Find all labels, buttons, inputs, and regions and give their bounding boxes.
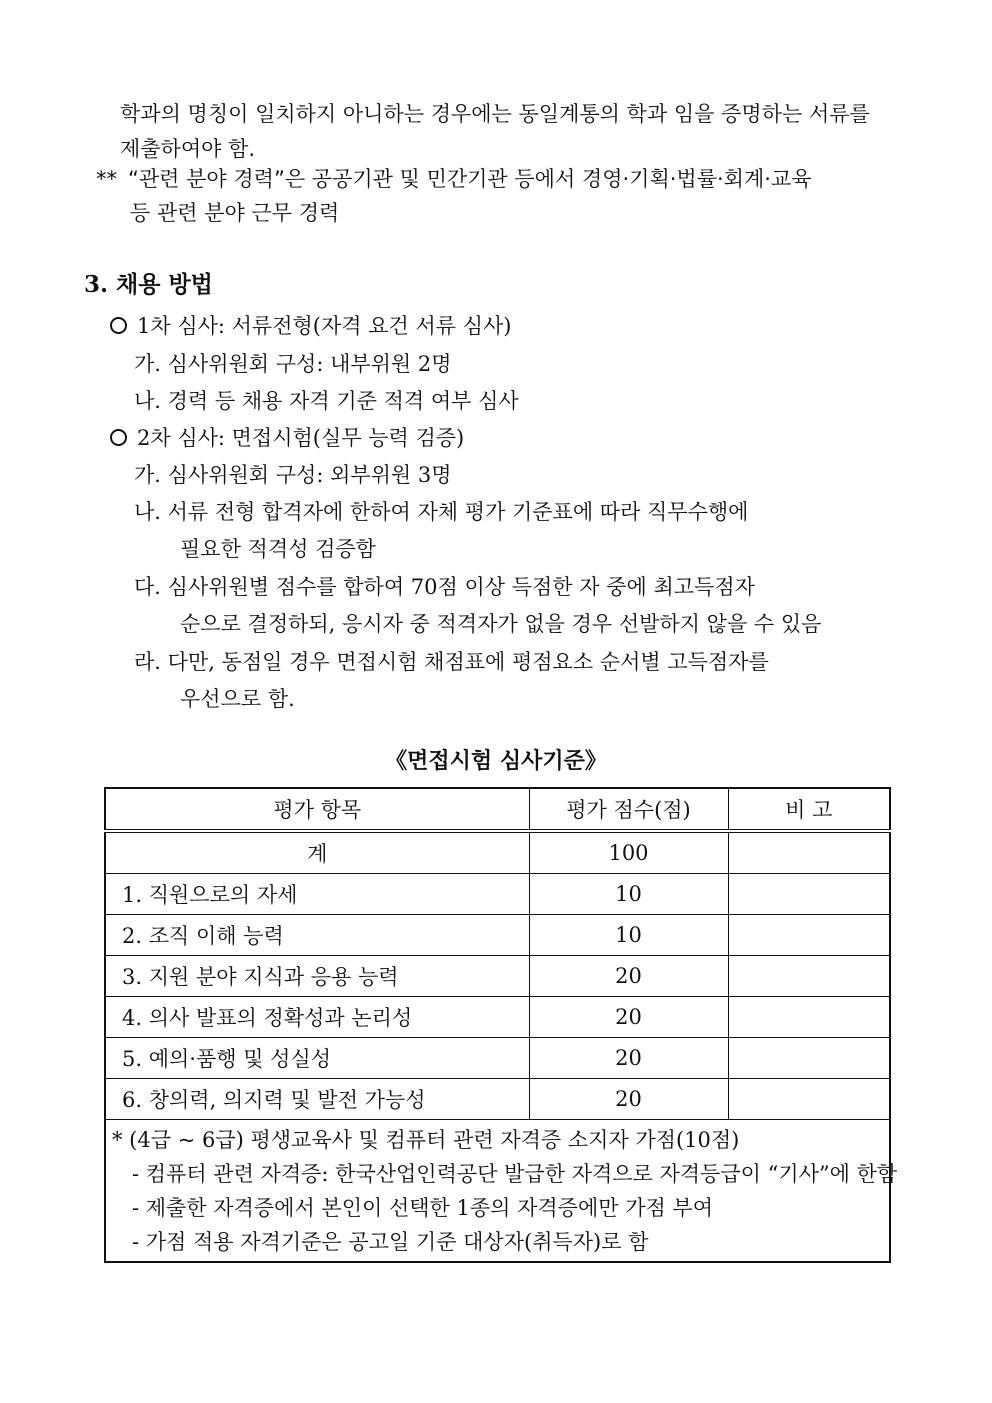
table-row [105, 956, 890, 997]
table-row [105, 1079, 890, 1120]
row-note [728, 915, 890, 956]
intro-line-1: 학과의 명칭이 일치하지 아니하는 경우에는 동일계통의 학과 임을 증명하는 서류를 [120, 102, 870, 126]
row-item: 5. 예의·품행 및 성실성 [105, 1038, 529, 1079]
table-row-total [105, 831, 890, 874]
evaluation-table [104, 787, 898, 1263]
table-header-row [105, 788, 890, 831]
table-row [105, 874, 890, 915]
stage2-title: 2차 심사: 면접시험(실무 능력 검증) [137, 426, 465, 450]
table-row [105, 915, 890, 956]
table-row [105, 997, 890, 1038]
footnote-sub-2: - 제출한 자격증에서 본인이 선택한 1종의 자격증에만 가점 부여 [132, 1196, 714, 1220]
row-item: 4. 의사 발표의 정확성과 논리성 [105, 997, 529, 1038]
header-note: 비 고 [728, 788, 890, 831]
row-item: 3. 지원 분야 지식과 응용 능력 [105, 956, 529, 997]
circle-bullet-icon [110, 317, 127, 334]
row-note [728, 997, 890, 1038]
total-note [728, 831, 890, 874]
footnote-sub-1: - 컴퓨터 관련 자격증: 한국산업인력공단 발급한 자격으로 자격등급이 “기사”에 한함 [132, 1162, 898, 1186]
row-item: 6. 창의력, 의지력 및 발전 가능성 [105, 1079, 529, 1120]
note-line-1: “관련 분야 경력”은 공공기관 및 민간기관 등에서 경영·기획·법률·회계·교육 [128, 167, 812, 191]
intro-line-2: 제출하여야 함. [120, 137, 256, 161]
stage1-item-ga: 가. 심사위원회 구성: 내부위원 2명 [134, 352, 452, 376]
header-score: 평가 점수(점) [529, 788, 728, 831]
row-item: 1. 직원으로의 자세 [105, 874, 529, 915]
stage2-item-da-line-1: 다. 심사위원별 점수를 합하여 70점 이상 득점한 자 중에 최고득점자 [134, 575, 755, 599]
section-title: 3. 채용 방법 [84, 271, 213, 298]
total-label: 계 [105, 831, 529, 874]
circle-bullet-icon [110, 429, 127, 446]
stage2-item-da-line-2: 순으로 결정하되, 응시자 중 적격자가 없을 경우 선발하지 않을 수 있음 [180, 612, 822, 636]
total-score: 100 [529, 831, 728, 874]
row-note [728, 874, 890, 915]
row-score: 10 [529, 874, 728, 915]
stage2-item-ra-line-2: 우선으로 함. [180, 687, 295, 711]
footnote-cell [105, 1120, 898, 1263]
note-mark: ** [96, 167, 117, 191]
stage1-heading [110, 313, 512, 339]
stage2-item-na-line-1: 나. 서류 전형 합격자에 한하여 자체 평가 기준표에 따라 직무수행에 [134, 500, 749, 524]
table-row [105, 1038, 890, 1079]
table-caption: 《면접시험 심사기준》 [385, 748, 607, 774]
stage1-item-na: 나. 경력 등 채용 자격 기준 적격 여부 심사 [134, 389, 519, 413]
row-score: 20 [529, 997, 728, 1038]
footnote-main: * (4급 ~ 6급) 평생교육사 및 컴퓨터 관련 자격증 소지자 가점(10점) [112, 1128, 740, 1152]
row-score: 20 [529, 1079, 728, 1120]
header-item: 평가 항목 [105, 788, 529, 831]
footnote-sub-3: - 가점 적용 자격기준은 공고일 기준 대상자(취득자)로 함 [132, 1230, 649, 1254]
row-note [728, 956, 890, 997]
row-score: 20 [529, 1038, 728, 1079]
stage2-item-ra-line-1: 라. 다만, 동점일 경우 면접시험 채점표에 평점요소 순서별 고득점자를 [134, 650, 769, 674]
row-item: 2. 조직 이해 능력 [105, 915, 529, 956]
row-note [728, 1038, 890, 1079]
table-footnote-row [105, 1120, 890, 1263]
note-line-2: 등 관련 분야 근무 경력 [130, 201, 340, 225]
row-score: 10 [529, 915, 728, 956]
stage2-heading [110, 425, 464, 451]
row-score: 20 [529, 956, 728, 997]
stage2-item-ga: 가. 심사위원회 구성: 외부위원 3명 [134, 463, 452, 487]
stage1-title: 1차 심사: 서류전형(자격 요건 서류 심사) [137, 314, 512, 338]
stage2-item-na-line-2: 필요한 적격성 검증함 [180, 537, 376, 561]
row-note [728, 1079, 890, 1120]
